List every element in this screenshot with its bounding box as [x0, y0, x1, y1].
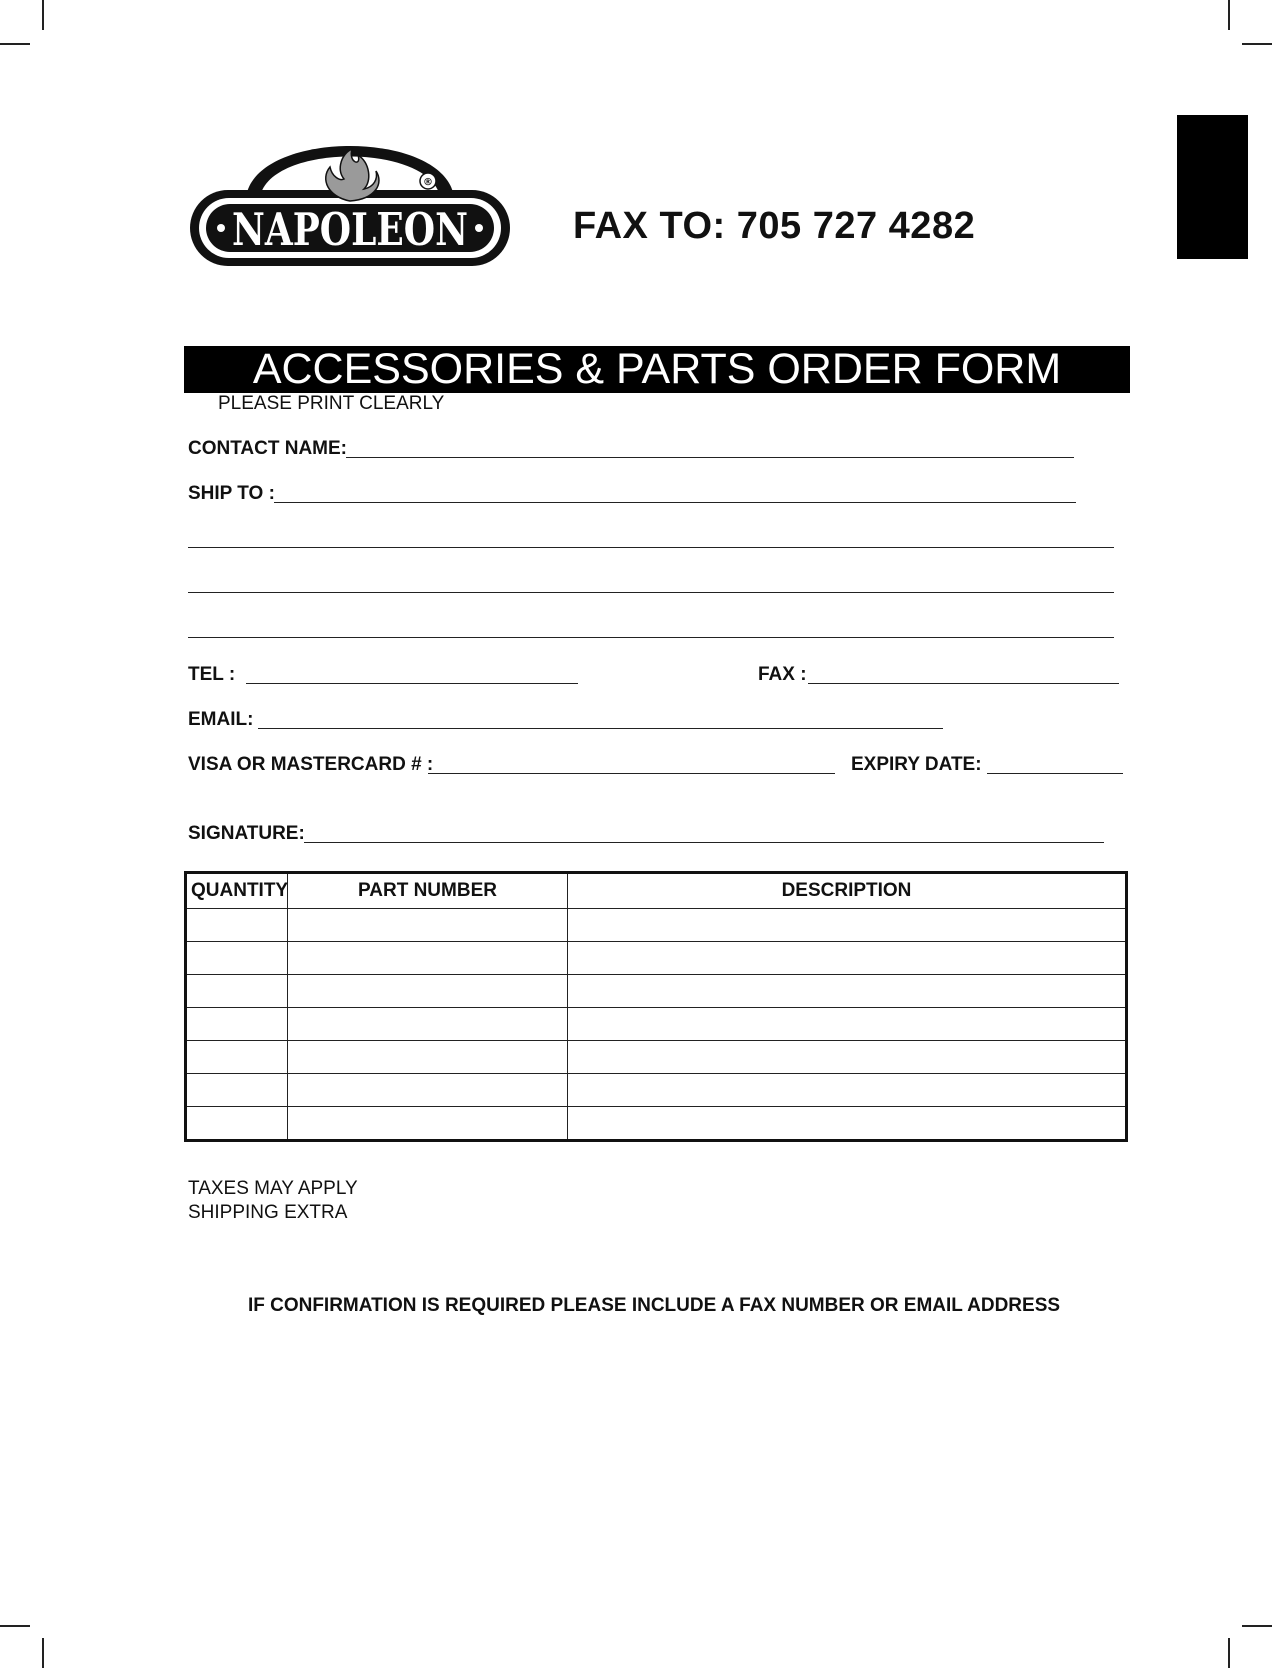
description-cell[interactable] — [568, 1074, 1127, 1107]
contact-name-field[interactable] — [346, 443, 1074, 458]
description-cell[interactable] — [568, 975, 1127, 1008]
ship-to-line-4[interactable] — [188, 637, 1114, 638]
fax-field[interactable] — [808, 669, 1119, 684]
card-number-field[interactable] — [428, 759, 835, 774]
part-number-cell[interactable] — [288, 1107, 568, 1141]
crop-mark-bottom-left-h — [0, 1625, 30, 1627]
crop-mark-bottom-right-h — [1242, 1625, 1272, 1627]
quantity-header: QUANTITY — [186, 873, 288, 909]
crop-mark-top-right-v — [1228, 0, 1230, 30]
ship-to-field[interactable] — [274, 488, 1076, 503]
tel-field[interactable] — [246, 669, 578, 684]
section-tab-marker — [1177, 115, 1248, 259]
form-title: ACCESSORIES & PARTS ORDER FORM — [184, 346, 1130, 393]
table-row — [186, 1074, 1127, 1107]
table-row — [186, 1041, 1127, 1074]
ship-to-line-2[interactable] — [188, 547, 1114, 548]
description-cell[interactable] — [568, 942, 1127, 975]
order-table-header — [186, 873, 1127, 909]
crop-mark-top-left-h — [0, 43, 30, 45]
taxes-note: TAXES MAY APPLY — [188, 1178, 358, 1199]
expiry-date-label: EXPIRY DATE: — [851, 754, 982, 775]
description-cell[interactable] — [568, 1107, 1127, 1141]
quantity-cell[interactable] — [186, 1107, 288, 1141]
contact-name-label: CONTACT NAME: — [188, 438, 348, 459]
registered-mark: ® — [423, 177, 433, 188]
table-row — [186, 1008, 1127, 1041]
quantity-cell[interactable] — [186, 1008, 288, 1041]
ship-to-label: SHIP TO : — [188, 483, 275, 504]
signature-label: SIGNATURE: — [188, 823, 305, 844]
description-cell[interactable] — [568, 909, 1127, 942]
email-label: EMAIL: — [188, 709, 254, 730]
part-number-header: PART NUMBER — [288, 873, 568, 909]
confirmation-note: IF CONFIRMATION IS REQUIRED PLEASE INCLUDE A FAX NUMBER OR EMAIL ADDRESS — [247, 1295, 1061, 1316]
part-number-cell[interactable] — [288, 942, 568, 975]
table-row — [186, 1107, 1127, 1141]
logo-wordmark: NAPOLEON — [232, 203, 468, 256]
expiry-date-field[interactable] — [987, 759, 1123, 774]
print-clearly-note: PLEASE PRINT CLEARLY — [218, 393, 445, 414]
tel-label: TEL : — [188, 664, 236, 685]
signature-field[interactable] — [304, 828, 1104, 843]
order-table — [184, 871, 1128, 1142]
fax-to-heading: FAX TO: 705 727 4282 — [573, 205, 976, 247]
quantity-cell[interactable] — [186, 1074, 288, 1107]
fax-label: FAX : — [758, 664, 807, 685]
table-row — [186, 942, 1127, 975]
quantity-cell[interactable] — [186, 1041, 288, 1074]
quantity-cell[interactable] — [186, 975, 288, 1008]
crop-mark-bottom-left-v — [42, 1638, 44, 1668]
part-number-cell[interactable] — [288, 1074, 568, 1107]
card-number-label: VISA OR MASTERCARD # : — [188, 754, 434, 775]
part-number-cell[interactable] — [288, 909, 568, 942]
shipping-note: SHIPPING EXTRA — [188, 1202, 348, 1223]
description-cell[interactable] — [568, 1041, 1127, 1074]
crop-mark-bottom-right-v — [1228, 1638, 1230, 1668]
description-cell[interactable] — [568, 1008, 1127, 1041]
email-field[interactable] — [258, 714, 943, 729]
napoleon-logo — [188, 135, 512, 270]
table-row — [186, 909, 1127, 942]
description-header: DESCRIPTION — [568, 873, 1127, 909]
crop-mark-top-left-v — [42, 0, 44, 30]
crop-mark-top-right-h — [1242, 43, 1272, 45]
table-row — [186, 975, 1127, 1008]
quantity-cell[interactable] — [186, 909, 288, 942]
ship-to-line-3[interactable] — [188, 592, 1114, 593]
part-number-cell[interactable] — [288, 975, 568, 1008]
quantity-cell[interactable] — [186, 942, 288, 975]
part-number-cell[interactable] — [288, 1041, 568, 1074]
part-number-cell[interactable] — [288, 1008, 568, 1041]
